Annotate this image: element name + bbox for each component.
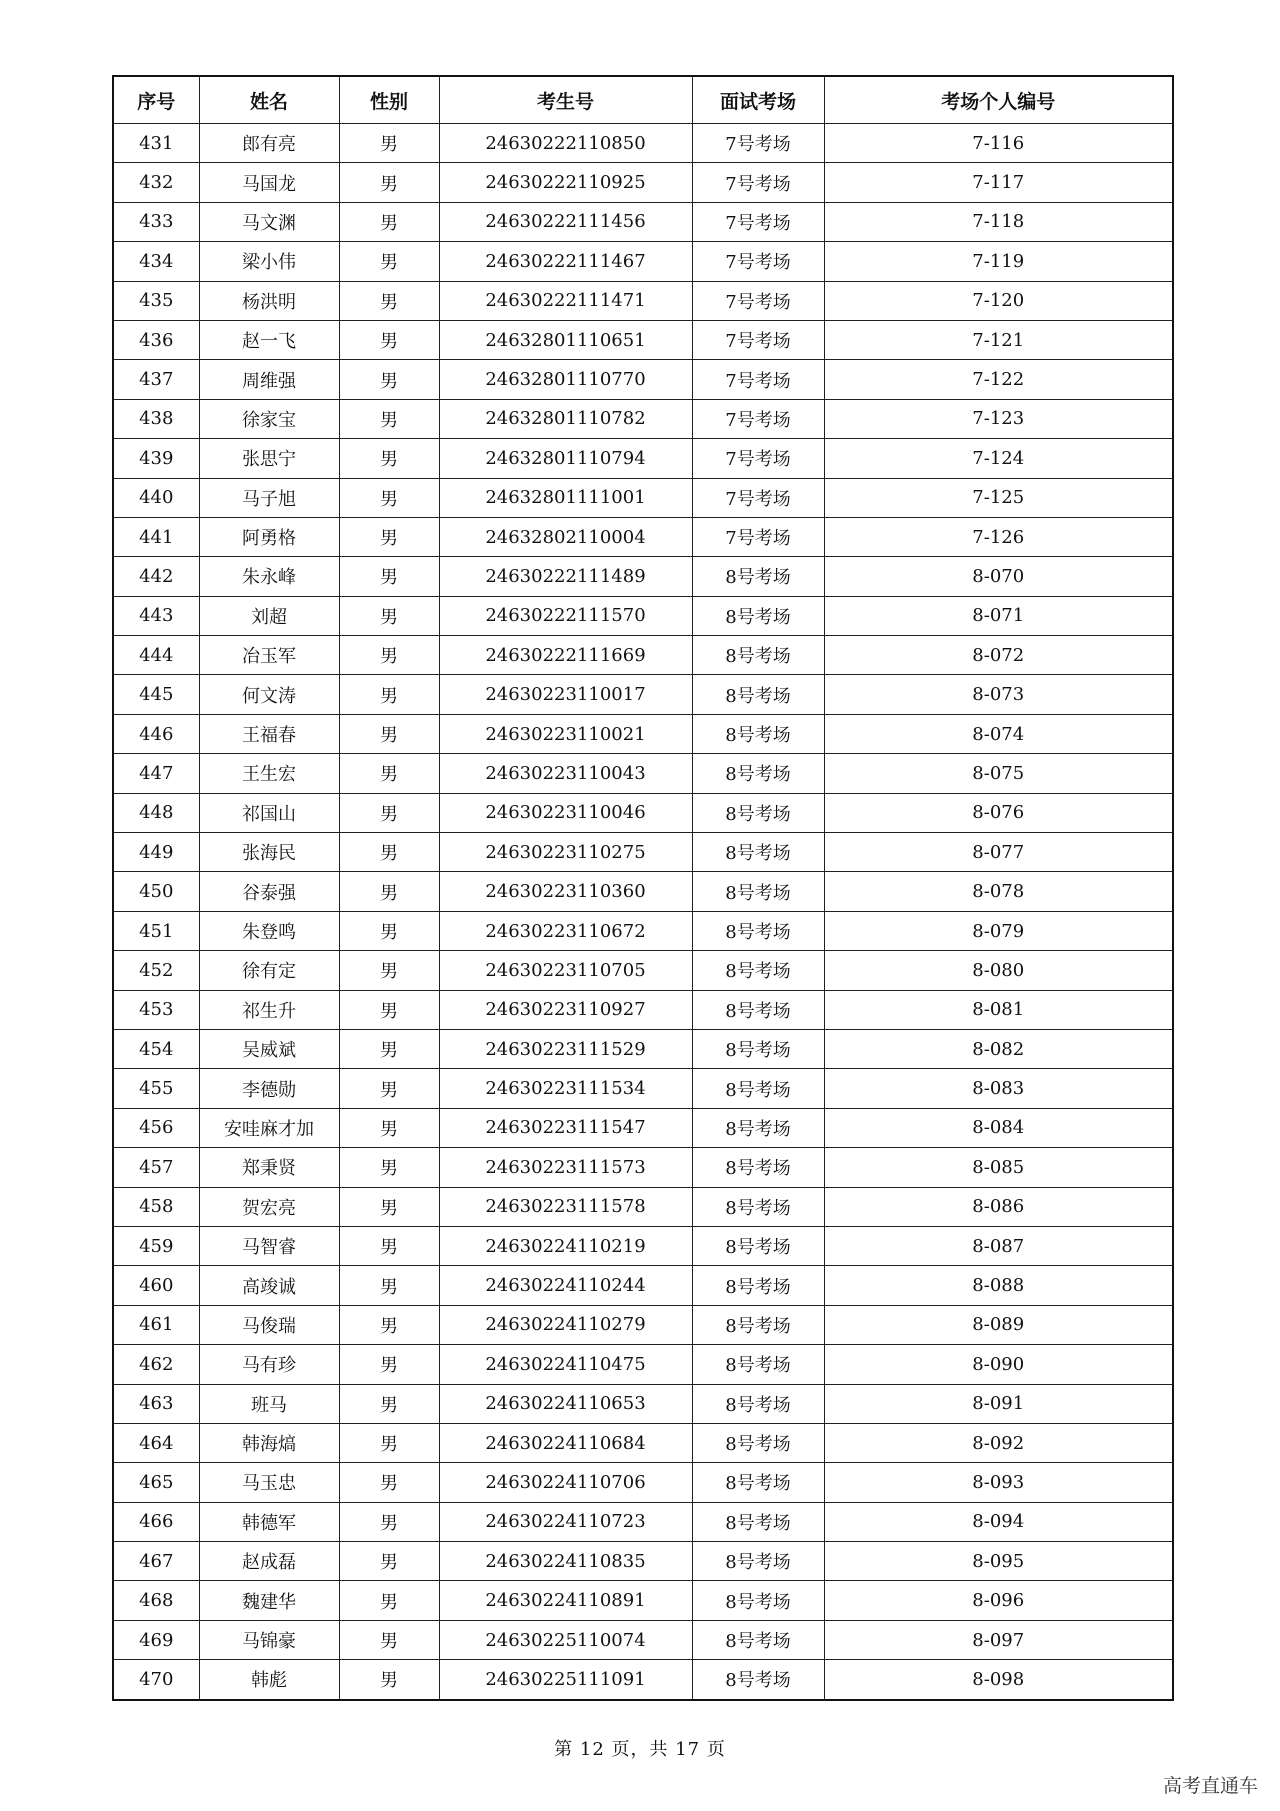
cell-candidate-number: 24630224110706 — [439, 1463, 692, 1502]
cell-gender: 男 — [339, 124, 439, 163]
cell-gender: 男 — [339, 1581, 439, 1620]
cell-index: 470 — [113, 1660, 199, 1700]
cell-candidate-number: 24632801111001 — [439, 478, 692, 517]
cell-candidate-number: 24630222111489 — [439, 557, 692, 596]
cell-interview-room: 8号考场 — [692, 1108, 824, 1147]
cell-gender: 男 — [339, 1345, 439, 1384]
cell-index: 433 — [113, 202, 199, 241]
cell-candidate-number: 24630223111573 — [439, 1148, 692, 1187]
cell-index: 442 — [113, 557, 199, 596]
cell-interview-room: 7号考场 — [692, 517, 824, 556]
cell-gender: 男 — [339, 399, 439, 438]
cell-name: 韩海熇 — [199, 1423, 339, 1462]
cell-candidate-number: 24630223111547 — [439, 1108, 692, 1147]
cell-index: 468 — [113, 1581, 199, 1620]
candidate-table — [112, 75, 1174, 1701]
cell-personal-code: 7-125 — [824, 478, 1173, 517]
table-row — [113, 1463, 1173, 1502]
cell-personal-code: 7-124 — [824, 439, 1173, 478]
cell-interview-room: 8号考场 — [692, 636, 824, 675]
cell-index: 464 — [113, 1423, 199, 1462]
cell-index: 451 — [113, 911, 199, 950]
table-row — [113, 439, 1173, 478]
cell-interview-room: 7号考场 — [692, 124, 824, 163]
cell-index: 450 — [113, 872, 199, 911]
table-row — [113, 911, 1173, 950]
cell-name: 安哇麻才加 — [199, 1108, 339, 1147]
cell-index: 436 — [113, 320, 199, 359]
table-row — [113, 1187, 1173, 1226]
cell-index: 438 — [113, 399, 199, 438]
cell-index: 446 — [113, 714, 199, 753]
cell-candidate-number: 24630223110043 — [439, 754, 692, 793]
table-row — [113, 399, 1173, 438]
cell-index: 453 — [113, 990, 199, 1029]
cell-gender: 男 — [339, 675, 439, 714]
cell-gender: 男 — [339, 557, 439, 596]
cell-candidate-number: 24630223111578 — [439, 1187, 692, 1226]
cell-candidate-number: 24630222110925 — [439, 163, 692, 202]
table-row — [113, 1502, 1173, 1541]
cell-interview-room: 8号考场 — [692, 1187, 824, 1226]
table-row — [113, 1581, 1173, 1620]
table-row — [113, 124, 1173, 163]
cell-candidate-number: 24630223110927 — [439, 990, 692, 1029]
cell-personal-code: 8-098 — [824, 1660, 1173, 1700]
cell-index: 434 — [113, 242, 199, 281]
cell-personal-code: 7-122 — [824, 360, 1173, 399]
cell-name: 梁小伟 — [199, 242, 339, 281]
header-interview-room: 面试考场 — [692, 76, 824, 124]
cell-gender: 男 — [339, 1542, 439, 1581]
table-row — [113, 1266, 1173, 1305]
cell-name: 高竣诚 — [199, 1266, 339, 1305]
cell-personal-code: 8-091 — [824, 1384, 1173, 1423]
cell-index: 441 — [113, 517, 199, 556]
cell-candidate-number: 24630224110244 — [439, 1266, 692, 1305]
cell-candidate-number: 24630223111534 — [439, 1069, 692, 1108]
cell-candidate-number: 24630225111091 — [439, 1660, 692, 1700]
cell-gender: 男 — [339, 1069, 439, 1108]
cell-candidate-number: 24632802110004 — [439, 517, 692, 556]
cell-candidate-number: 24630224110835 — [439, 1542, 692, 1581]
cell-candidate-number: 24630222111570 — [439, 596, 692, 635]
cell-candidate-number: 24630224110723 — [439, 1502, 692, 1541]
cell-interview-room: 8号考场 — [692, 1542, 824, 1581]
table-row — [113, 872, 1173, 911]
cell-candidate-number: 24630223110360 — [439, 872, 692, 911]
cell-name: 徐家宝 — [199, 399, 339, 438]
cell-gender: 男 — [339, 793, 439, 832]
cell-personal-code: 8-088 — [824, 1266, 1173, 1305]
cell-gender: 男 — [339, 833, 439, 872]
cell-gender: 男 — [339, 320, 439, 359]
cell-personal-code: 8-073 — [824, 675, 1173, 714]
cell-candidate-number: 24630223110705 — [439, 951, 692, 990]
cell-gender: 男 — [339, 990, 439, 1029]
cell-personal-code: 7-119 — [824, 242, 1173, 281]
header-gender: 性别 — [339, 76, 439, 124]
cell-name: 杨洪明 — [199, 281, 339, 320]
table-row — [113, 1384, 1173, 1423]
cell-personal-code: 8-082 — [824, 1029, 1173, 1068]
cell-name: 马国龙 — [199, 163, 339, 202]
cell-index: 460 — [113, 1266, 199, 1305]
cell-candidate-number: 24630222111471 — [439, 281, 692, 320]
cell-interview-room: 8号考场 — [692, 1226, 824, 1265]
cell-personal-code: 8-074 — [824, 714, 1173, 753]
cell-gender: 男 — [339, 636, 439, 675]
cell-personal-code: 8-076 — [824, 793, 1173, 832]
table-row — [113, 478, 1173, 517]
cell-interview-room: 8号考场 — [692, 1502, 824, 1541]
cell-personal-code: 7-118 — [824, 202, 1173, 241]
table-row — [113, 1305, 1173, 1344]
table-row — [113, 951, 1173, 990]
cell-interview-room: 8号考场 — [692, 793, 824, 832]
cell-personal-code: 8-080 — [824, 951, 1173, 990]
cell-index: 447 — [113, 754, 199, 793]
cell-personal-code: 8-077 — [824, 833, 1173, 872]
cell-index: 459 — [113, 1226, 199, 1265]
table-row — [113, 833, 1173, 872]
cell-interview-room: 7号考场 — [692, 399, 824, 438]
cell-index: 437 — [113, 360, 199, 399]
cell-index: 435 — [113, 281, 199, 320]
cell-personal-code: 8-071 — [824, 596, 1173, 635]
table-row — [113, 360, 1173, 399]
cell-gender: 男 — [339, 951, 439, 990]
cell-personal-code: 8-072 — [824, 636, 1173, 675]
cell-name: 谷泰强 — [199, 872, 339, 911]
cell-personal-code: 8-093 — [824, 1463, 1173, 1502]
cell-index: 444 — [113, 636, 199, 675]
cell-name: 阿勇格 — [199, 517, 339, 556]
cell-index: 440 — [113, 478, 199, 517]
cell-name: 马锦豪 — [199, 1620, 339, 1659]
cell-interview-room: 7号考场 — [692, 360, 824, 399]
cell-gender: 男 — [339, 242, 439, 281]
table-row — [113, 1029, 1173, 1068]
cell-personal-code: 7-116 — [824, 124, 1173, 163]
cell-interview-room: 8号考场 — [692, 1463, 824, 1502]
table-row — [113, 675, 1173, 714]
cell-gender: 男 — [339, 1384, 439, 1423]
cell-name: 何文涛 — [199, 675, 339, 714]
cell-personal-code: 8-079 — [824, 911, 1173, 950]
cell-personal-code: 8-084 — [824, 1108, 1173, 1147]
cell-name: 马玉忠 — [199, 1463, 339, 1502]
table-row — [113, 1069, 1173, 1108]
cell-candidate-number: 24630223111529 — [439, 1029, 692, 1068]
cell-gender: 男 — [339, 1108, 439, 1147]
cell-interview-room: 8号考场 — [692, 1345, 824, 1384]
cell-candidate-number: 24630225110074 — [439, 1620, 692, 1659]
cell-index: 456 — [113, 1108, 199, 1147]
cell-gender: 男 — [339, 202, 439, 241]
cell-name: 李德勋 — [199, 1069, 339, 1108]
table-row — [113, 281, 1173, 320]
cell-interview-room: 8号考场 — [692, 1423, 824, 1462]
roster-sheet — [112, 75, 1172, 1701]
table-row — [113, 163, 1173, 202]
table-row — [113, 242, 1173, 281]
cell-interview-room: 8号考场 — [692, 1660, 824, 1700]
header-row — [113, 76, 1173, 124]
cell-index: 466 — [113, 1502, 199, 1541]
cell-gender: 男 — [339, 1187, 439, 1226]
cell-interview-room: 8号考场 — [692, 714, 824, 753]
cell-name: 徐有定 — [199, 951, 339, 990]
cell-name: 韩德军 — [199, 1502, 339, 1541]
cell-interview-room: 7号考场 — [692, 163, 824, 202]
cell-personal-code: 8-089 — [824, 1305, 1173, 1344]
cell-interview-room: 8号考场 — [692, 596, 824, 635]
cell-name: 马子旭 — [199, 478, 339, 517]
cell-gender: 男 — [339, 596, 439, 635]
table-row — [113, 517, 1173, 556]
table-row — [113, 1423, 1173, 1462]
cell-candidate-number: 24630224110684 — [439, 1423, 692, 1462]
cell-personal-code: 8-094 — [824, 1502, 1173, 1541]
cell-personal-code: 7-123 — [824, 399, 1173, 438]
cell-candidate-number: 24630224110653 — [439, 1384, 692, 1423]
cell-interview-room: 8号考场 — [692, 1305, 824, 1344]
cell-gender: 男 — [339, 714, 439, 753]
cell-index: 454 — [113, 1029, 199, 1068]
cell-interview-room: 8号考场 — [692, 1148, 824, 1187]
cell-gender: 男 — [339, 281, 439, 320]
cell-name: 王福春 — [199, 714, 339, 753]
cell-name: 郎有亮 — [199, 124, 339, 163]
cell-personal-code: 8-092 — [824, 1423, 1173, 1462]
cell-name: 马智睿 — [199, 1226, 339, 1265]
cell-gender: 男 — [339, 478, 439, 517]
cell-name: 周维强 — [199, 360, 339, 399]
cell-gender: 男 — [339, 1305, 439, 1344]
cell-personal-code: 8-095 — [824, 1542, 1173, 1581]
cell-gender: 男 — [339, 1029, 439, 1068]
cell-personal-code: 8-090 — [824, 1345, 1173, 1384]
cell-name: 朱永峰 — [199, 557, 339, 596]
cell-candidate-number: 24632801110651 — [439, 320, 692, 359]
cell-name: 马文渊 — [199, 202, 339, 241]
table-row — [113, 320, 1173, 359]
watermark-text: 高考直通车 — [1162, 1775, 1258, 1797]
cell-personal-code: 7-121 — [824, 320, 1173, 359]
cell-name: 贺宏亮 — [199, 1187, 339, 1226]
cell-personal-code: 8-087 — [824, 1226, 1173, 1265]
table-row — [113, 1620, 1173, 1659]
cell-interview-room: 8号考场 — [692, 557, 824, 596]
cell-interview-room: 8号考场 — [692, 1029, 824, 1068]
cell-interview-room: 8号考场 — [692, 1266, 824, 1305]
cell-index: 467 — [113, 1542, 199, 1581]
page-footer — [0, 1735, 1280, 1761]
table-body — [113, 124, 1173, 1700]
table-row — [113, 1345, 1173, 1384]
cell-gender: 男 — [339, 439, 439, 478]
cell-candidate-number: 24630224110219 — [439, 1226, 692, 1265]
cell-gender: 男 — [339, 911, 439, 950]
cell-gender: 男 — [339, 163, 439, 202]
cell-index: 458 — [113, 1187, 199, 1226]
table-row — [113, 1148, 1173, 1187]
cell-candidate-number: 24630224110891 — [439, 1581, 692, 1620]
cell-index: 469 — [113, 1620, 199, 1659]
cell-personal-code: 8-078 — [824, 872, 1173, 911]
header-personal-code: 考场个人编号 — [824, 76, 1173, 124]
cell-name: 赵成磊 — [199, 1542, 339, 1581]
cell-candidate-number: 24630224110475 — [439, 1345, 692, 1384]
table-row — [113, 202, 1173, 241]
cell-index: 463 — [113, 1384, 199, 1423]
cell-interview-room: 7号考场 — [692, 242, 824, 281]
cell-index: 448 — [113, 793, 199, 832]
cell-index: 452 — [113, 951, 199, 990]
table-header — [113, 76, 1173, 124]
cell-gender: 男 — [339, 1463, 439, 1502]
cell-index: 461 — [113, 1305, 199, 1344]
cell-index: 449 — [113, 833, 199, 872]
cell-personal-code: 8-070 — [824, 557, 1173, 596]
cell-name: 冶玉军 — [199, 636, 339, 675]
cell-name: 吴威斌 — [199, 1029, 339, 1068]
cell-gender: 男 — [339, 1620, 439, 1659]
cell-name: 祁生升 — [199, 990, 339, 1029]
cell-interview-room: 7号考场 — [692, 439, 824, 478]
table-row — [113, 754, 1173, 793]
cell-name: 班马 — [199, 1384, 339, 1423]
cell-index: 445 — [113, 675, 199, 714]
cell-interview-room: 8号考场 — [692, 990, 824, 1029]
cell-gender: 男 — [339, 517, 439, 556]
cell-personal-code: 7-126 — [824, 517, 1173, 556]
table-row — [113, 596, 1173, 635]
header-name: 姓名 — [199, 76, 339, 124]
table-row — [113, 557, 1173, 596]
cell-candidate-number: 24630222111456 — [439, 202, 692, 241]
cell-gender: 男 — [339, 360, 439, 399]
cell-interview-room: 8号考场 — [692, 911, 824, 950]
table-row — [113, 793, 1173, 832]
table-row — [113, 990, 1173, 1029]
table-row — [113, 636, 1173, 675]
cell-interview-room: 8号考场 — [692, 833, 824, 872]
cell-personal-code: 8-085 — [824, 1148, 1173, 1187]
cell-personal-code: 8-086 — [824, 1187, 1173, 1226]
cell-gender: 男 — [339, 754, 439, 793]
cell-interview-room: 7号考场 — [692, 478, 824, 517]
cell-interview-room: 8号考场 — [692, 754, 824, 793]
cell-index: 462 — [113, 1345, 199, 1384]
cell-index: 465 — [113, 1463, 199, 1502]
cell-gender: 男 — [339, 872, 439, 911]
cell-gender: 男 — [339, 1266, 439, 1305]
cell-interview-room: 8号考场 — [692, 675, 824, 714]
header-candidate-number: 考生号 — [439, 76, 692, 124]
cell-candidate-number: 24632801110770 — [439, 360, 692, 399]
cell-candidate-number: 24630222111467 — [439, 242, 692, 281]
cell-candidate-number: 24630223110021 — [439, 714, 692, 753]
cell-interview-room: 7号考场 — [692, 281, 824, 320]
cell-personal-code: 7-117 — [824, 163, 1173, 202]
header-index: 序号 — [113, 76, 199, 124]
cell-name: 张海民 — [199, 833, 339, 872]
cell-gender: 男 — [339, 1226, 439, 1265]
cell-index: 443 — [113, 596, 199, 635]
cell-personal-code: 8-075 — [824, 754, 1173, 793]
cell-index: 431 — [113, 124, 199, 163]
cell-interview-room: 7号考场 — [692, 320, 824, 359]
cell-interview-room: 7号考场 — [692, 202, 824, 241]
cell-gender: 男 — [339, 1660, 439, 1700]
cell-candidate-number: 24630222111669 — [439, 636, 692, 675]
table-row — [113, 1226, 1173, 1265]
cell-interview-room: 8号考场 — [692, 872, 824, 911]
cell-candidate-number: 24630222110850 — [439, 124, 692, 163]
cell-index: 432 — [113, 163, 199, 202]
cell-interview-room: 8号考场 — [692, 1069, 824, 1108]
cell-name: 韩彪 — [199, 1660, 339, 1700]
table-row — [113, 714, 1173, 753]
cell-interview-room: 8号考场 — [692, 1384, 824, 1423]
cell-candidate-number: 24630223110672 — [439, 911, 692, 950]
cell-interview-room: 8号考场 — [692, 1581, 824, 1620]
cell-name: 王生宏 — [199, 754, 339, 793]
cell-personal-code: 8-083 — [824, 1069, 1173, 1108]
cell-index: 457 — [113, 1148, 199, 1187]
cell-interview-room: 8号考场 — [692, 951, 824, 990]
cell-candidate-number: 24632801110794 — [439, 439, 692, 478]
cell-gender: 男 — [339, 1502, 439, 1541]
cell-name: 张思宁 — [199, 439, 339, 478]
cell-personal-code: 7-120 — [824, 281, 1173, 320]
cell-candidate-number: 24630223110046 — [439, 793, 692, 832]
cell-personal-code: 8-096 — [824, 1581, 1173, 1620]
cell-personal-code: 8-097 — [824, 1620, 1173, 1659]
cell-index: 439 — [113, 439, 199, 478]
cell-index: 455 — [113, 1069, 199, 1108]
cell-name: 赵一飞 — [199, 320, 339, 359]
page-number-label: 第 12 页，共 17 页 — [554, 1739, 726, 1760]
cell-name: 马俊瑞 — [199, 1305, 339, 1344]
cell-candidate-number: 24632801110782 — [439, 399, 692, 438]
cell-candidate-number: 24630223110017 — [439, 675, 692, 714]
cell-gender: 男 — [339, 1423, 439, 1462]
table-row — [113, 1660, 1173, 1700]
cell-name: 郑秉贤 — [199, 1148, 339, 1187]
cell-interview-room: 8号考场 — [692, 1620, 824, 1659]
cell-personal-code: 8-081 — [824, 990, 1173, 1029]
cell-gender: 男 — [339, 1148, 439, 1187]
cell-candidate-number: 24630223110275 — [439, 833, 692, 872]
table-row — [113, 1542, 1173, 1581]
table-row — [113, 1108, 1173, 1147]
cell-name: 祁国山 — [199, 793, 339, 832]
cell-name: 魏建华 — [199, 1581, 339, 1620]
cell-name: 马有珍 — [199, 1345, 339, 1384]
cell-name: 刘超 — [199, 596, 339, 635]
cell-candidate-number: 24630224110279 — [439, 1305, 692, 1344]
cell-name: 朱登鸣 — [199, 911, 339, 950]
